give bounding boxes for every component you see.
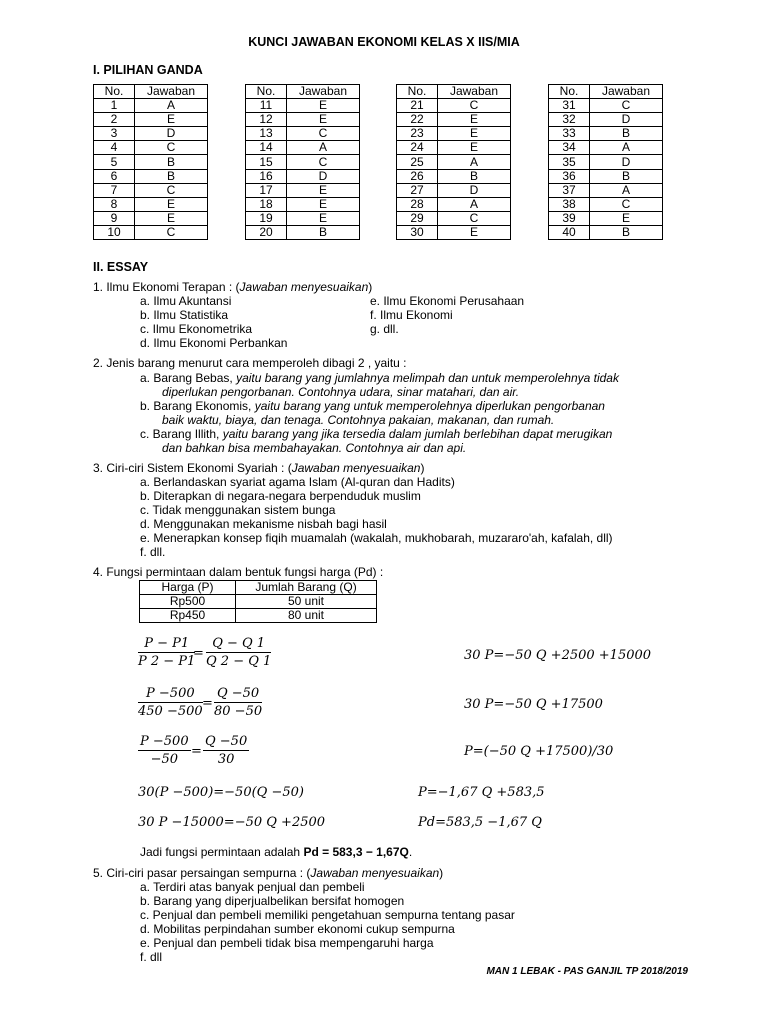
table-row (246, 113, 360, 127)
table-row (94, 169, 208, 183)
section-essay-heading: II. ESSAY (93, 260, 149, 274)
table-header: No. (94, 85, 135, 99)
equals-sign: = (202, 696, 213, 711)
q1-item: d. Ilmu Ekonomi Perbankan (140, 336, 288, 350)
answer-letter: E (438, 225, 511, 239)
question-number: 22 (397, 113, 438, 127)
table-row (397, 197, 511, 211)
table-row (94, 225, 208, 239)
answer-letter: B (438, 169, 511, 183)
question-number: 25 (397, 155, 438, 169)
table-row (549, 225, 663, 239)
q2-item-c: c. Barang Illith, yaitu barang yang jika tersedia dalam jumlah berlebihan dapat merugikan (140, 427, 613, 441)
demand-function: Pd = 583,3 − 1,67Q (303, 845, 409, 859)
table-row (397, 127, 511, 141)
question-number: 16 (246, 169, 287, 183)
answer-letter: E (438, 113, 511, 127)
q2-item-b-cont: baik waktu, biaya, dan tenaga. Contohnya pakaian, makanan, dan rumah. (162, 413, 555, 427)
answer-letter: E (438, 127, 511, 141)
table-row (246, 99, 360, 113)
table-row (246, 211, 360, 225)
question-number: 29 (397, 211, 438, 225)
equation-line: 30 P −15000=−50 Q +2500 (138, 815, 326, 830)
q1-note: Jawaban menyesuaikan (239, 280, 369, 294)
table-header: Jumlah Barang (Q) (236, 581, 377, 595)
table-row (94, 141, 208, 155)
answer-letter: E (287, 211, 360, 225)
table-row (94, 99, 208, 113)
question-number: 19 (246, 211, 287, 225)
table-row (397, 183, 511, 197)
answer-letter: D (590, 113, 663, 127)
answer-letter: D (590, 155, 663, 169)
equation-line: P=−1,67 Q +583,5 (418, 785, 545, 800)
answer-letter: C (287, 155, 360, 169)
q3-item: a. Berlandaskan syariat agama Islam (Al-quran dan Hadits) (140, 475, 455, 489)
question-number: 17 (246, 183, 287, 197)
table-row (397, 155, 511, 169)
table-row (549, 169, 663, 183)
question-number: 38 (549, 197, 590, 211)
question-number: 40 (549, 225, 590, 239)
q5-item: e. Penjual dan pembeli tidak bisa mempengaruhi harga (140, 936, 434, 950)
table-row (549, 99, 663, 113)
answer-letter: B (590, 169, 663, 183)
table-row (549, 211, 663, 225)
q5-item: d. Mobilitas perpindahan sumber ekonomi cukup sempurna (140, 922, 455, 936)
question-number: 23 (397, 127, 438, 141)
table-row (397, 99, 511, 113)
q1-item: e. Ilmu Ekonomi Perusahaan (370, 294, 525, 308)
table-row (397, 113, 511, 127)
question-number: 33 (549, 127, 590, 141)
question-number: 14 (246, 141, 287, 155)
q2-item-a-cont: diperlukan pengorbanan. Contohnya udara, sinar matahari, dan air. (162, 385, 520, 399)
table-row (549, 113, 663, 127)
equation-fraction: $\frac{Q -50}{30}$ (205, 734, 248, 767)
price-quantity-table (139, 580, 377, 623)
answer-letter: D (287, 169, 360, 183)
answer-letter: B (590, 225, 663, 239)
table-row (94, 183, 208, 197)
answer-letter: A (287, 141, 360, 155)
answer-letter: C (438, 211, 511, 225)
equation-fraction: $\frac{P -500}{450 -500}$ (138, 686, 203, 719)
q1-item: a. Ilmu Akuntansi (140, 294, 232, 308)
question-number: 1 (94, 99, 135, 113)
answer-letter: C (438, 99, 511, 113)
page-title: KUNCI JAWABAN EKONOMI KELAS X IIS/MIA (248, 35, 520, 49)
table-row (94, 211, 208, 225)
equals-sign: = (193, 646, 204, 661)
answer-letter: A (590, 141, 663, 155)
answer-table (548, 84, 663, 240)
q2-item-c-cont: dan bahkan bisa membahayakan. Contohnya air dan api. (162, 441, 467, 455)
question-number: 37 (549, 183, 590, 197)
answer-letter: B (135, 155, 208, 169)
question-number: 24 (397, 141, 438, 155)
q5-item: a. Terdiri atas banyak penjual dan pembeli (140, 880, 365, 894)
table-row (246, 197, 360, 211)
q1-question: 1. Ilmu Ekonomi Terapan : (Jawaban menyesuaikan) (93, 280, 373, 294)
table-cell: 50 unit (236, 595, 377, 609)
equation-line: 30(P −500)=−50(Q −50) (138, 785, 304, 800)
answer-letter: E (135, 211, 208, 225)
question-number: 12 (246, 113, 287, 127)
question-number: 34 (549, 141, 590, 155)
table-row (397, 211, 511, 225)
q2-question: 2. Jenis barang menurut cara memperoleh dibagi 2 , yaitu : (93, 356, 407, 370)
table-header: No. (549, 85, 590, 99)
q3-item: e. Menerapkan konsep fiqih muamalah (wakalah, mukhobarah, muzararo'ah, kafalah, dll) (140, 531, 613, 545)
question-number: 4 (94, 141, 135, 155)
table-header: Jawaban (590, 85, 663, 99)
equation-fraction: $\frac{P -500}{-50}$ (140, 734, 189, 767)
table-row (397, 169, 511, 183)
q5-note: Jawaban menyesuaikan (310, 866, 440, 880)
question-number: 36 (549, 169, 590, 183)
table-row (94, 155, 208, 169)
question-number: 35 (549, 155, 590, 169)
question-number: 2 (94, 113, 135, 127)
table-row (549, 183, 663, 197)
q5-question: 5. Ciri-ciri pasar persaingan sempurna : (Jawaban menyesuaikan) (93, 866, 444, 880)
equation-line: Pd=583,5 −1,67 Q (418, 815, 542, 830)
table-header: No. (397, 85, 438, 99)
answer-table (396, 84, 511, 240)
question-number: 6 (94, 169, 135, 183)
q3-note: Jawaban menyesuaikan (291, 461, 421, 475)
q4-question: 4. Fungsi permintaan dalam bentuk fungsi harga (Pd) : (93, 565, 384, 579)
equation-line: P=(−50 Q +17500)/30 (464, 744, 614, 759)
answer-letter: D (135, 127, 208, 141)
question-number: 10 (94, 225, 135, 239)
equation-line: 30 P=−50 Q +17500 (464, 697, 603, 712)
table-row (94, 127, 208, 141)
answer-letter: D (438, 183, 511, 197)
table-row (397, 141, 511, 155)
table-row (397, 225, 511, 239)
question-number: 7 (94, 183, 135, 197)
table-row (549, 155, 663, 169)
table-row (246, 183, 360, 197)
answer-letter: A (590, 183, 663, 197)
question-number: 20 (246, 225, 287, 239)
answer-letter: E (287, 183, 360, 197)
answer-letter: E (135, 113, 208, 127)
q1-item: f. Ilmu Ekonomi (370, 308, 453, 322)
q5-item: c. Penjual dan pembeli memiliki pengetahuan sempurna tentang pasar (140, 908, 515, 922)
table-row (246, 225, 360, 239)
q3-question: 3. Ciri-ciri Sistem Ekonomi Syariah : (Jawaban menyesuaikan) (93, 461, 425, 475)
table-row (549, 127, 663, 141)
question-number: 28 (397, 197, 438, 211)
q5-item: b. Barang yang diperjualbelikan bersifat homogen (140, 894, 405, 908)
answer-letter: E (135, 197, 208, 211)
answer-letter: A (438, 197, 511, 211)
section-pilihan-ganda-heading: I. PILIHAN GANDA (93, 63, 203, 77)
question-number: 15 (246, 155, 287, 169)
answer-letter: E (287, 113, 360, 127)
question-number: 31 (549, 99, 590, 113)
answer-letter: C (590, 197, 663, 211)
table-cell: Rp500 (140, 595, 236, 609)
table-cell: 80 unit (236, 609, 377, 623)
table-row (246, 127, 360, 141)
question-number: 11 (246, 99, 287, 113)
answer-letter: C (590, 99, 663, 113)
answer-letter: E (287, 197, 360, 211)
q1-item: g. dll. (370, 322, 399, 336)
question-number: 5 (94, 155, 135, 169)
table-row (246, 155, 360, 169)
q3-item: c. Tidak menggunakan sistem bunga (140, 503, 336, 517)
table-row (549, 141, 663, 155)
table-header: Jawaban (438, 85, 511, 99)
answer-letter: C (135, 225, 208, 239)
table-row (246, 141, 360, 155)
q3-item: b. Diterapkan di negara-negara berpenduduk muslim (140, 489, 421, 503)
answer-letter: E (438, 141, 511, 155)
answer-letter: B (287, 225, 360, 239)
question-number: 30 (397, 225, 438, 239)
equation-fraction: $\frac{P - P1}{P 2 - P1}$ (138, 636, 196, 669)
q3-item: f. dll. (140, 545, 166, 559)
q1-item: c. Ilmu Ekonometrika (140, 322, 253, 336)
table-row (94, 197, 208, 211)
q1-item: b. Ilmu Statistika (140, 308, 229, 322)
equation-fraction: $\frac{Q -50}{80 -50}$ (214, 686, 263, 719)
table-header: No. (246, 85, 287, 99)
q5-item: f. dll (140, 950, 163, 964)
question-number: 9 (94, 211, 135, 225)
table-row (549, 197, 663, 211)
answer-table (93, 84, 208, 240)
q2-item-a: a. Barang Bebas, yaitu barang yang jumlahnya melimpah dan untuk memperolehnya tidak (140, 371, 619, 385)
answer-letter: C (135, 141, 208, 155)
table-header: Harga (P) (140, 581, 236, 595)
q4-conclusion: Jadi fungsi permintaan adalah Pd = 583,3 − 1,67Q. (140, 845, 413, 859)
answer-letter: C (135, 183, 208, 197)
answer-table (245, 84, 360, 240)
table-header: Jawaban (135, 85, 208, 99)
table-header: Jawaban (287, 85, 360, 99)
q2-item-b: b. Barang Ekonomis, yaitu barang yang untuk memperolehnya diperlukan pengorbanan (140, 399, 605, 413)
question-number: 21 (397, 99, 438, 113)
answer-letter: A (438, 155, 511, 169)
question-number: 8 (94, 197, 135, 211)
question-number: 26 (397, 169, 438, 183)
page-footer: MAN 1 LEBAK - PAS GANJIL TP 2018/2019 (486, 966, 688, 977)
equation-fraction: $\frac{Q - Q 1}{Q 2 - Q 1}$ (206, 636, 272, 669)
answer-letter: B (590, 127, 663, 141)
table-row (246, 169, 360, 183)
question-number: 39 (549, 211, 590, 225)
answer-letter: A (135, 99, 208, 113)
answer-letter: E (590, 211, 663, 225)
question-number: 13 (246, 127, 287, 141)
table-cell: Rp450 (140, 609, 236, 623)
table-row (94, 113, 208, 127)
equation-line: 30 P=−50 Q +2500 +15000 (464, 648, 652, 663)
question-number: 3 (94, 127, 135, 141)
question-number: 32 (549, 113, 590, 127)
question-number: 27 (397, 183, 438, 197)
question-number: 18 (246, 197, 287, 211)
q3-item: d. Menggunakan mekanisme nisbah bagi hasil (140, 517, 387, 531)
equals-sign: = (191, 744, 202, 759)
answer-letter: B (135, 169, 208, 183)
answer-letter: E (287, 99, 360, 113)
answer-letter: C (287, 127, 360, 141)
